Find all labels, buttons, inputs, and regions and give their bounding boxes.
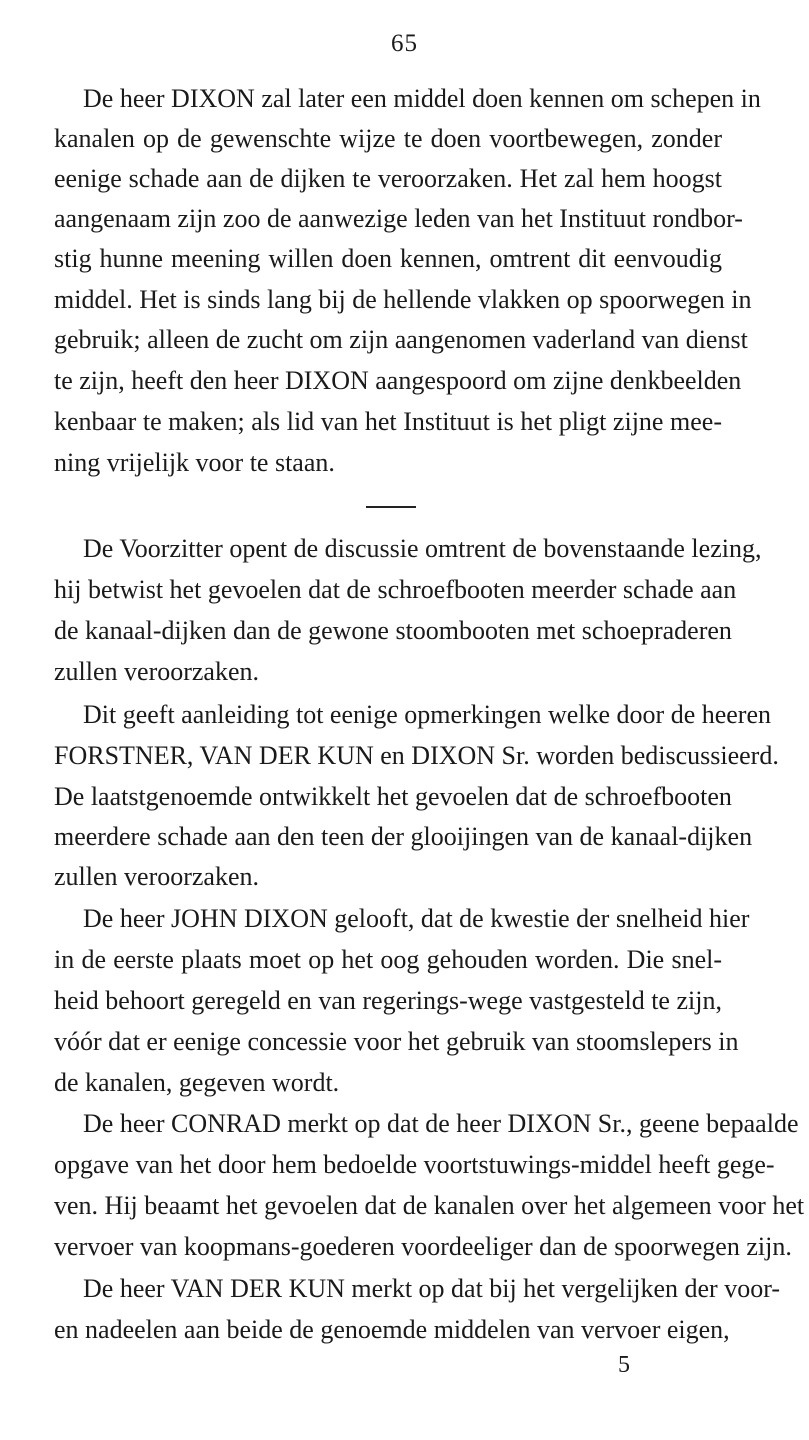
text-line: ven. Hij beaamt het gevoelen dat de kanalen over het algemeen voor het [54,1191,805,1220]
text-line: De laatstgenoemde ontwikkelt het gevoelen dat de schroefbooten [54,782,732,811]
text-line: De heer JOHN DIXON gelooft, dat de kwestie der snelheid hier [83,904,750,933]
text-line: zullen veroorzaken. [54,862,260,891]
text-line: aangenaam zijn zoo de aanwezige leden van het Instituut rondbor- [54,204,743,233]
text-line: De heer DIXON zal later een middel doen kennen om schepen in [83,84,761,113]
signature-mark: 5 [618,1352,630,1378]
text-line: in de eerste plaats moet op het oog gehouden worden. Die snel- [54,945,722,974]
text-line: zullen veroorzaken. [54,657,260,686]
text-line: ning vrijelijk voor te staan. [54,448,335,477]
text-line: te zijn, heeft den heer DIXON aangespoord om zijne denkbeelden [54,366,742,395]
text-line: de kanalen, gegeven wordt. [54,1068,340,1097]
text-line: Dit geeft aanleiding tot eenige opmerkingen welke door de heeren [83,700,772,729]
page-number: 65 [391,30,418,57]
text-line: FORSTNER, VAN DER KUN en DIXON Sr. worden bediscussieerd. [54,741,779,770]
text-line: stig hunne meening willen doen kennen, omtrent dit eenvoudig [54,244,722,273]
text-line: kenbaar te maken; als lid van het Instituut is het pligt zijne mee- [54,407,722,436]
text-line: hij betwist het gevoelen dat de schroefbooten meerder schade aan [54,575,737,604]
section-divider [366,506,416,508]
text-line: middel. Het is sinds lang bij de hellende vlakken op spoorwegen in [54,285,752,314]
text-line: eenige schade aan de dijken te veroorzaken. Het zal hem hoogst [54,164,722,193]
text-line: heid behoort geregeld en van regerings-wege vastgesteld te zijn, [54,986,722,1015]
text-line: meerdere schade aan den teen der glooijingen van de kanaal-dijken [54,822,753,851]
text-line: kanalen op de gewenschte wijze te doen voortbewegen, zonder [54,124,722,153]
text-line: De heer CONRAD merkt op dat de heer DIXON Sr., geene bepaalde [83,1109,799,1138]
text-line: vervoer van koopmans-goederen voordeeliger dan de spoorwegen zijn. [54,1232,792,1261]
text-line: De heer VAN DER KUN merkt op dat bij het vergelijken der voor- [83,1274,780,1303]
text-line: De Voorzitter opent de discussie omtrent de bovenstaande lezing, [83,534,762,563]
text-line: vóór dat er eenige concessie voor het gebruik van stoomslepers in [54,1027,739,1056]
text-line: gebruik; alleen de zucht om zijn aangenomen vaderland van dienst [54,325,748,354]
text-line: en nadeelen aan beide de genoemde middelen van vervoer eigen, [54,1315,730,1344]
text-line: de kanaal-dijken dan de gewone stoombooten met schoepraderen [54,616,732,645]
text-line: opgave van het door hem bedoelde voortstuwings-middel heeft gege- [54,1150,775,1179]
